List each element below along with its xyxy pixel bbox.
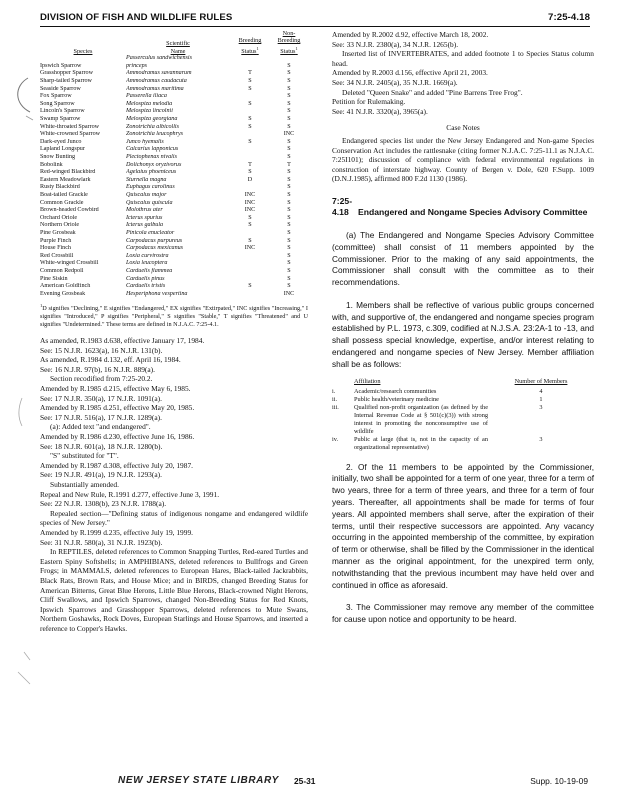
history-note: See: 17 N.J.R. 350(a), 17 N.J.R. 1091(a). bbox=[40, 393, 162, 403]
history-note: (a): Added text "and endangered". bbox=[50, 422, 151, 432]
breeding-status: S bbox=[248, 222, 252, 229]
affiliation-header: Affiliation bbox=[354, 377, 381, 385]
table-row bbox=[40, 184, 308, 192]
table-row bbox=[40, 245, 308, 253]
right-column bbox=[332, 30, 594, 637]
species-name: Bobolink bbox=[40, 161, 63, 168]
col-species: Species bbox=[73, 47, 93, 55]
scientific-name: princeps bbox=[126, 62, 147, 69]
nonbreeding-status: S bbox=[287, 237, 291, 244]
breeding-status: INC bbox=[244, 199, 256, 206]
nonbreeding-status: S bbox=[287, 229, 291, 236]
history-note: In REPTILES, deleted references to Common Snapping Turtles, Red-eared Turtles and Eastern Spiny Softshells; in AMPHIBIANS, deleted references to Bullfrogs and Green Frogs; in MAMMALS, deleted references to European Hares, Black-tailed Jackrabbits, Black Rats, Brown Rats, and House Mice; and in BIRDS, changed Breeding Status for American Bitterns, Great Blue Herons, Little Blue Herons, Black-crowned Night Herons, Cliff Swallows, and Ipswich Sparrows, changed Non-Breeding Status for Red Knots, Ipswich Sparrows and Grasshopper Sparrows, deleted references to Mute Swans, Northern Goshawks, Rock Doves, European Starlings and House Sparrows, and inserted a reference to Copper's Hawks. bbox=[40, 547, 308, 633]
breeding-status bbox=[230, 268, 270, 276]
section-body bbox=[332, 230, 594, 626]
scientific-name: Icterus spurius bbox=[126, 214, 163, 221]
table-row bbox=[40, 238, 308, 246]
nonbreeding-status: S bbox=[287, 222, 291, 229]
history-note: Repealed section—"Defining status of indigenous nongame and endangered wildlife species of New Jersey." bbox=[40, 508, 308, 528]
paragraph-2: 2. Of the 11 members to be appointed by the Commissioner, initially, two shall be appointed for a term of one year, three for a term of two years, three for a term of three years, and three for a term of four years. Thereafter, all appointments shall be made for terms of four years. All appointed members shall serve, after the expiration of their terms, until their respective successors are appointed. Any vacancy occurring in the appointed membership of the committee, by expiration of term or otherwise, shall be filled by the Commissioner in the identical manner as the original appointment, for the unexpired term only, notwithstanding that the previous incumbent may have held over and continued in office as aforesaid. bbox=[332, 462, 594, 590]
breeding-status bbox=[230, 276, 270, 284]
breeding-status bbox=[230, 93, 270, 101]
case-notes-heading: Case Notes bbox=[446, 123, 480, 133]
history-note: Petition for Rulemaking. bbox=[332, 97, 406, 107]
nonbreeding-status: S bbox=[287, 275, 291, 282]
species-name: House Finch bbox=[40, 245, 71, 252]
species-name: Pine Grosbeak bbox=[40, 229, 76, 236]
species-name: Red Crossbill bbox=[40, 252, 74, 259]
table-row bbox=[40, 268, 308, 276]
scientific-name: Molothrus ater bbox=[126, 207, 163, 214]
breeding-status bbox=[230, 230, 270, 238]
breeding-status: D bbox=[247, 176, 253, 183]
table-row bbox=[40, 291, 308, 299]
table-row bbox=[40, 177, 308, 185]
species-name: White-winged Crossbill bbox=[40, 260, 99, 267]
species-name: Song Sparrow bbox=[40, 100, 75, 107]
scientific-name: Ammodramus savannarum bbox=[126, 70, 192, 77]
history-note: Substantially amended. bbox=[50, 479, 119, 489]
history-note: See: 22 N.J.R. 1308(b), 23 N.J.R. 1788(a). bbox=[40, 499, 167, 509]
nonbreeding-status: S bbox=[287, 207, 291, 214]
species-name: Grasshopper Sparrow bbox=[40, 70, 93, 77]
species-table-header bbox=[40, 30, 308, 55]
col-breeding-status: Breeding Status$^1$ bbox=[238, 37, 262, 55]
history-note: Amended by R.1986 d.230, effective June 16, 1986. bbox=[40, 432, 195, 441]
species-name: Pine Siskin bbox=[40, 275, 68, 282]
history-note: See: 34 N.J.R. 2405(a), 35 N.J.R. 1669(a). bbox=[332, 77, 458, 87]
table-row bbox=[40, 139, 308, 147]
nonbreeding-status bbox=[270, 55, 308, 63]
member-count: 1 bbox=[539, 395, 543, 403]
breeding-status: S bbox=[248, 169, 252, 176]
table-row bbox=[40, 55, 308, 63]
history-note: See: 16 N.J.R. 97(b), 16 N.J.R. 889(a). bbox=[40, 364, 155, 374]
breeding-status: S bbox=[248, 283, 252, 290]
page-number: 25-31 bbox=[294, 776, 316, 786]
status-footnote: $^1$D signifies "Declining," E signifies "Endangered," EX signifies "Extirpated," INC signifies "Increasing," I signifies "Introduced," P signifies "Peripheral," S signifies "Stable," T signifies "Threatened" and U signifies "Undetermined." These terms are defined in N.J.A.C. 7:25-4.1. bbox=[40, 303, 308, 329]
col-nonbreeding-status: Non- Breeding Status$^1$ bbox=[277, 30, 301, 55]
breeding-status bbox=[230, 131, 270, 139]
breeding-status: S bbox=[248, 100, 252, 107]
library-stamp: NEW JERSEY STATE LIBRARY bbox=[118, 775, 279, 786]
species-name bbox=[40, 55, 126, 63]
nonbreeding-status: T bbox=[287, 161, 291, 168]
scientific-name: Icterus galbula bbox=[126, 222, 164, 229]
nonbreeding-status: S bbox=[287, 199, 291, 206]
section-number: 7:25-4.18 bbox=[332, 195, 353, 217]
table-row bbox=[40, 260, 308, 268]
nonbreeding-status: S bbox=[287, 93, 291, 100]
history-note: Amended by R.2002 d.92, effective March 18, 2002. bbox=[332, 30, 489, 39]
species-name: Sharp-tailed Sparrow bbox=[40, 78, 92, 85]
history-note: See: 19 N.J.R. 491(a), 19 N.J.R. 1293(a). bbox=[40, 470, 162, 480]
history-note: See: 18 N.J.R. 601(a), 18 N.J.R. 1280(b). bbox=[40, 441, 163, 451]
nonbreeding-status: S bbox=[287, 138, 291, 145]
breeding-status: S bbox=[248, 85, 252, 92]
history-note: As amended, R.1984 d.132, eff. April 16, 1984. bbox=[40, 355, 181, 365]
species-name: Common Redpoll bbox=[40, 267, 84, 274]
species-name: Lapland Longspur bbox=[40, 146, 85, 153]
species-table-body bbox=[40, 55, 308, 298]
scientific-name: Ammodramus maritima bbox=[126, 85, 184, 92]
table-row bbox=[40, 215, 308, 223]
scientific-name: Pinicola enucleator bbox=[126, 229, 175, 236]
history-note: Amended by R.1999 d.235, effective July 19, 1999. bbox=[40, 527, 193, 537]
nonbreeding-status: S bbox=[287, 78, 291, 85]
table-row bbox=[40, 108, 308, 116]
species-name: White-crowned Sparrow bbox=[40, 131, 101, 138]
nonbreeding-status: S bbox=[287, 191, 291, 198]
nonbreeding-status: S bbox=[287, 176, 291, 183]
table-row bbox=[40, 200, 308, 208]
species-name: Orchard Oriole bbox=[40, 214, 78, 221]
affiliation-numeral: iii. bbox=[332, 403, 339, 411]
species-name: Brown-headed Cowbird bbox=[40, 207, 99, 214]
affiliation-name: Public health/veterinary medicine bbox=[354, 395, 439, 403]
header-section-number: 7:25-4.18 bbox=[548, 12, 590, 23]
affiliation-name: Qualified non-profit organization (as defined by the Internal Revenue Code at § 501(c)(3)) with strong interest in promoting the nonconsumptive use of wildlife bbox=[354, 403, 488, 435]
history-note: Amended by R.1985 d.251, effective May 20, 1985. bbox=[40, 403, 195, 413]
breeding-status: INC bbox=[244, 245, 256, 252]
breeding-status: T bbox=[248, 70, 252, 77]
scientific-name: Junco hyemalis bbox=[126, 138, 164, 145]
nonbreeding-status: S bbox=[287, 85, 291, 92]
scientific-name: Ammodramus caudacuta bbox=[126, 78, 187, 85]
history-notes-right bbox=[332, 30, 594, 116]
table-row bbox=[40, 86, 308, 94]
breeding-status: S bbox=[248, 214, 252, 221]
scientific-name: Passerella iliaca bbox=[126, 93, 167, 100]
breeding-status: S bbox=[248, 116, 252, 123]
species-name: Seaside Sparrow bbox=[40, 85, 81, 92]
affiliation-row bbox=[332, 404, 594, 436]
nonbreeding-status: S bbox=[287, 100, 291, 107]
table-row bbox=[40, 116, 308, 124]
species-name: Lincoln's Sparrow bbox=[40, 108, 85, 115]
history-note: See: 41 N.J.R. 3320(a), 3965(a). bbox=[332, 106, 428, 116]
breeding-status bbox=[230, 63, 270, 71]
scientific-name: Carpodacus purpureus bbox=[126, 237, 183, 244]
nonbreeding-status: S bbox=[287, 108, 291, 115]
species-table bbox=[40, 30, 308, 298]
species-name: Red-winged Blackbird bbox=[40, 169, 96, 176]
scientific-name: Dolichonyx oryzivorus bbox=[126, 161, 182, 168]
breeding-status bbox=[230, 291, 270, 299]
scientific-name: Melospiza melodia bbox=[126, 100, 173, 107]
scientific-name: Carduelis tristis bbox=[126, 283, 166, 290]
history-note: Amended by R.1985 d.215, effective May 6, 1985. bbox=[40, 384, 191, 394]
nonbreeding-status: S bbox=[287, 214, 291, 221]
scientific-name: Zonotrichia albicollis bbox=[126, 123, 179, 130]
section-heading bbox=[332, 196, 594, 218]
species-name: Northern Oriole bbox=[40, 222, 80, 229]
nonbreeding-status: S bbox=[287, 184, 291, 191]
table-row bbox=[40, 230, 308, 238]
breeding-status bbox=[230, 253, 270, 261]
history-note: See: 15 N.J.R. 1623(a), 16 N.J.R. 131(b). bbox=[40, 345, 163, 355]
left-column bbox=[40, 30, 308, 633]
table-row bbox=[40, 154, 308, 162]
scientific-name: Melospiza georgiana bbox=[126, 116, 178, 123]
page-footer bbox=[0, 774, 618, 790]
nonbreeding-status: S bbox=[287, 245, 291, 252]
table-row bbox=[40, 162, 308, 170]
history-note: See: 33 N.J.R. 2380(a), 34 N.J.R. 1265(b). bbox=[332, 39, 459, 49]
affiliation-numeral: i. bbox=[332, 387, 336, 395]
member-count: 3 bbox=[539, 435, 543, 443]
scientific-name: Zonotrichia leucophrys bbox=[126, 131, 184, 138]
history-note: Repeal and New Rule, R.1991 d.277, effective June 3, 1991. bbox=[40, 489, 220, 499]
breeding-status: T bbox=[248, 161, 252, 168]
breeding-status: S bbox=[248, 138, 252, 145]
affiliation-row bbox=[332, 436, 594, 452]
history-note: Amended by R.1987 d.308, effective July 20, 1987. bbox=[40, 460, 193, 470]
affiliation-numeral: ii. bbox=[332, 395, 338, 403]
species-name: Ipswich Sparrow bbox=[40, 62, 82, 69]
table-row bbox=[40, 283, 308, 291]
nonbreeding-status: S bbox=[287, 146, 291, 153]
nonbreeding-status: INC bbox=[283, 290, 295, 297]
history-note: Section recodified from 7:25-20.2. bbox=[50, 374, 153, 384]
table-row bbox=[40, 253, 308, 261]
table-row bbox=[40, 222, 308, 230]
species-name: Eastern Meadowlark bbox=[40, 176, 91, 183]
nonbreeding-status: S bbox=[287, 260, 291, 267]
scientific-name: Hesperiphona vespertina bbox=[126, 290, 188, 297]
species-name: Snow Bunting bbox=[40, 154, 76, 160]
scientific-name: Carpodacus mexicanus bbox=[126, 245, 184, 252]
breeding-status: S bbox=[248, 123, 252, 130]
history-note: See: 31 N.J.R. 580(a), 31 N.J.R. 1923(b). bbox=[40, 537, 163, 547]
species-name: American Goldfinch bbox=[40, 283, 91, 290]
scientific-name: Carduelis pinus bbox=[126, 275, 165, 282]
table-row bbox=[40, 192, 308, 200]
species-name: White-throated Sparrow bbox=[40, 123, 100, 130]
breeding-status: INC bbox=[244, 207, 256, 214]
header-title: DIVISION OF FISH AND WILDLIFE RULES bbox=[40, 12, 233, 23]
scientific-name: Quiscalus major bbox=[126, 191, 167, 198]
breeding-status: INC bbox=[244, 191, 256, 198]
section-title: Endangered and Nongame Species Advisory Committee bbox=[358, 206, 588, 217]
scientific-name: Euphagus carolinus bbox=[126, 184, 175, 191]
scientific-name: Plectophenax nivalis bbox=[126, 154, 177, 160]
history-note: Amended by R.2003 d.156, effective April 21, 2003. bbox=[332, 68, 488, 78]
table-row bbox=[40, 207, 308, 215]
affiliation-name: Academic/research communities bbox=[354, 387, 437, 395]
nonbreeding-status: S bbox=[287, 123, 291, 130]
history-note: Deleted "Queen Snake" and added "Pine Barrens Tree Frog". bbox=[342, 87, 523, 97]
table-row bbox=[40, 70, 308, 78]
table-row bbox=[40, 78, 308, 86]
history-note: See: 17 N.J.R. 516(a), 17 N.J.R. 1289(a). bbox=[40, 412, 162, 422]
nonbreeding-status: S bbox=[287, 70, 291, 77]
breeding-status bbox=[230, 55, 270, 63]
table-row bbox=[40, 131, 308, 139]
breeding-status bbox=[230, 154, 270, 162]
scientific-name: Loxia leucoptera bbox=[126, 260, 168, 267]
species-name: Dark-eyed Junco bbox=[40, 138, 82, 145]
affiliation-row bbox=[332, 396, 594, 404]
affiliation-numeral: iv. bbox=[332, 435, 339, 443]
nonbreeding-status: S bbox=[287, 169, 291, 176]
table-row bbox=[40, 276, 308, 284]
scientific-name: Loxia curvirostra bbox=[126, 252, 169, 259]
paragraph-3: 3. The Commissioner may remove any member of the committee for cause upon notice and opportunity to be heard. bbox=[332, 603, 594, 625]
scientific-name: Calcarius lapponicus bbox=[126, 146, 179, 153]
nonbreeding-status: S bbox=[287, 267, 291, 274]
breeding-status bbox=[230, 146, 270, 154]
affiliation-name: Public at large (that is, not in the capacity of an organizational representative) bbox=[354, 435, 488, 451]
species-name: Purple Finch bbox=[40, 237, 72, 244]
breeding-status bbox=[230, 260, 270, 268]
breeding-status: S bbox=[248, 237, 252, 244]
table-row bbox=[40, 101, 308, 109]
nonbreeding-status: S bbox=[287, 154, 291, 160]
species-name: Rusty Blackbird bbox=[40, 184, 80, 191]
scientific-name: Carduelis flammea bbox=[126, 267, 173, 274]
margin-scan-marks bbox=[0, 0, 40, 800]
history-note: As amended, R.1983 d.638, effective January 17, 1984. bbox=[40, 336, 205, 346]
breeding-status bbox=[230, 108, 270, 116]
member-count: 4 bbox=[539, 387, 543, 395]
scientific-name: Quiscalus quiscula bbox=[126, 199, 173, 206]
paragraph-a: (a) The Endangered and Nongame Species Advisory Committee (committee) shall consist of 11 members appointed by the Commissioner. Prior to the making of any said appointments, the Commissioner shall consult with the committee as to their recommendations. bbox=[332, 230, 594, 288]
case-notes-text: Endangered species list under the New Jersey Endangered and Non-game Species Conservation Act includes the rattlesnake (citing former N.J.A.C. 7:25-11.1 as N.J.A.C. 7:25I101); discussion of compliance with federal environmental regulations in construction of interstate highway. County of Bergen v. Dole, 620 F.Supp. 1009 (D.N.J.1985), affirmed 800 F.2d 1130 (1986). bbox=[332, 135, 594, 184]
history-note: "S" substituted for "T". bbox=[50, 451, 119, 461]
col-scientific-name: Scientific Name bbox=[166, 40, 190, 55]
history-note: Inserted list of INVERTEBRATES, and added footnote 1 to Species Status column head. bbox=[332, 49, 594, 68]
table-row bbox=[40, 93, 308, 101]
header-rule bbox=[40, 26, 590, 27]
table-row bbox=[40, 124, 308, 132]
scientific-name: Melospiza lincolnii bbox=[126, 108, 173, 115]
species-name: Swamp Sparrow bbox=[40, 116, 81, 123]
nonbreeding-status: INC bbox=[283, 131, 295, 138]
member-count: 3 bbox=[539, 403, 543, 411]
species-name: Fox Sparrow bbox=[40, 93, 72, 100]
table-row bbox=[40, 63, 308, 71]
scientific-name: Passerculus sandwichensis bbox=[126, 55, 192, 62]
species-name: Boat-tailed Grackle bbox=[40, 191, 88, 198]
table-row bbox=[40, 169, 308, 177]
affiliation-table bbox=[332, 378, 594, 452]
species-name: Evening Grosbeak bbox=[40, 290, 86, 297]
nonbreeding-status: S bbox=[287, 62, 291, 69]
nonbreeding-status: S bbox=[287, 116, 291, 123]
breeding-status bbox=[230, 184, 270, 192]
table-row bbox=[40, 146, 308, 154]
nonbreeding-status: S bbox=[287, 252, 291, 259]
affiliation-row bbox=[332, 388, 594, 396]
breeding-status: S bbox=[248, 78, 252, 85]
species-name: Common Grackle bbox=[40, 199, 84, 206]
history-notes-left bbox=[40, 336, 308, 633]
supplement-date: Supp. 10-19-09 bbox=[530, 776, 588, 786]
members-header: Number of Members bbox=[514, 377, 568, 385]
scientific-name: Sturnella magna bbox=[126, 176, 167, 183]
scientific-name: Agelaius phoeniceus bbox=[126, 169, 177, 176]
paragraph-1: 1. Members shall be reflective of various public groups concerned with, and supportive of, the endangered and nongame species program established by P.L. 1973, c.309, codified at N.J.S.A. 23:2A-1 to -13, and shall possess special knowledge, expertise, and/or interest relating to endangered and nongame species of New Jersey. Member affiliation shall be as follows: bbox=[332, 300, 594, 369]
nonbreeding-status: S bbox=[287, 283, 291, 290]
